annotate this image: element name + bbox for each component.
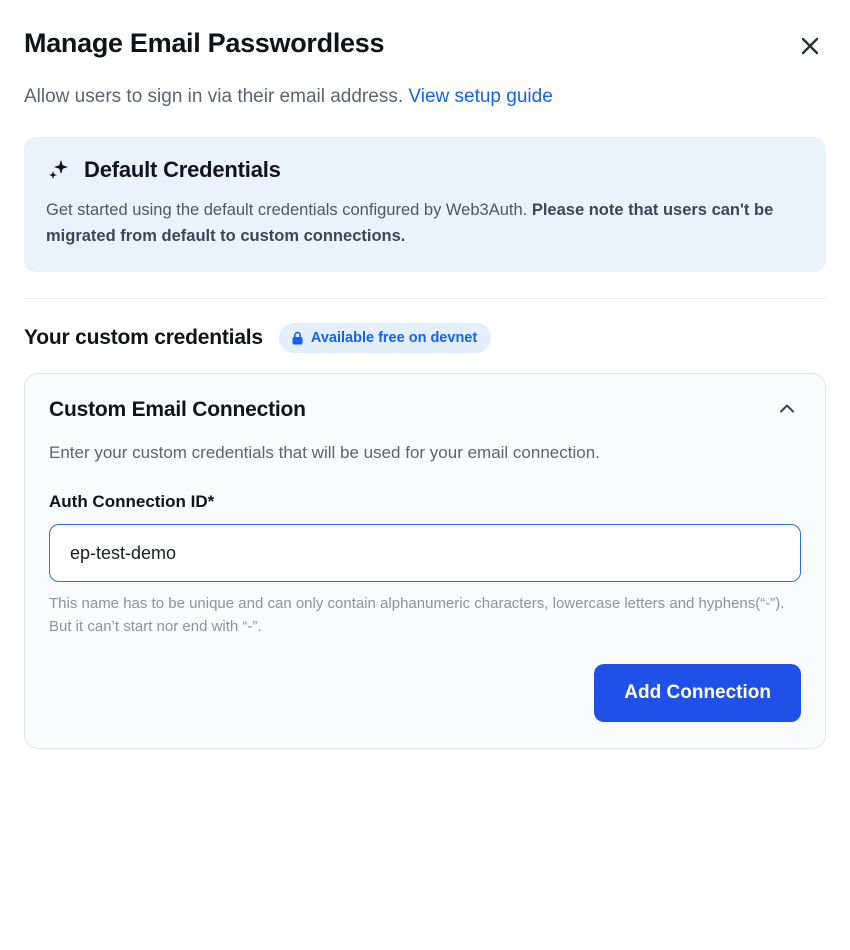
- modal-subtitle: [24, 84, 826, 111]
- custom-email-connection-card: [24, 373, 826, 749]
- card-actions: [49, 664, 801, 722]
- sparkle-icon: [46, 157, 72, 183]
- collapse-toggle-button[interactable]: [773, 396, 801, 424]
- close-button[interactable]: [794, 30, 826, 62]
- custom-credentials-title: Your custom credentials: [24, 326, 263, 350]
- modal-header: [24, 22, 826, 62]
- callout-title: Default Credentials: [84, 156, 281, 182]
- auth-connection-id-label: [49, 492, 801, 512]
- auth-connection-id-input[interactable]: [49, 524, 801, 582]
- auth-connection-id-label-text: Auth Connection ID: [49, 492, 208, 512]
- modal-subtitle-text: Allow users to sign in via their email address.: [24, 86, 404, 107]
- callout-body: [46, 197, 804, 250]
- card-header[interactable]: [49, 396, 801, 424]
- status-badge-label: Available free on devnet: [310, 330, 478, 347]
- callout-body-normal: Get started using the default credentials configured by Web3Auth.: [46, 200, 532, 219]
- required-marker: *: [207, 492, 215, 512]
- view-setup-guide-link[interactable]: View setup guide: [408, 86, 553, 107]
- callout-body-bold: Please note that users can't be migrated from default to custom connections.: [46, 200, 774, 246]
- section-divider: [24, 298, 826, 299]
- status-badge: [279, 323, 491, 353]
- card-description: Enter your custom credentials that will be used for your email connection.: [49, 443, 600, 463]
- lock-icon: [291, 331, 304, 346]
- custom-credentials-header: [24, 323, 826, 353]
- close-icon: [798, 34, 822, 58]
- auth-connection-id-help: This name has to be unique and can only contain alphanumeric characters, lowercase letters and hyphens(“-”). But it can’t start nor end with “-”.: [49, 595, 785, 635]
- card-title: Custom Email Connection: [49, 398, 306, 422]
- chevron-up-icon: [776, 398, 798, 423]
- callout-header: [46, 157, 804, 183]
- page-title: Manage Email Passwordless: [24, 28, 385, 58]
- add-connection-button[interactable]: Add Connection: [594, 664, 801, 722]
- default-credentials-callout: [24, 137, 826, 272]
